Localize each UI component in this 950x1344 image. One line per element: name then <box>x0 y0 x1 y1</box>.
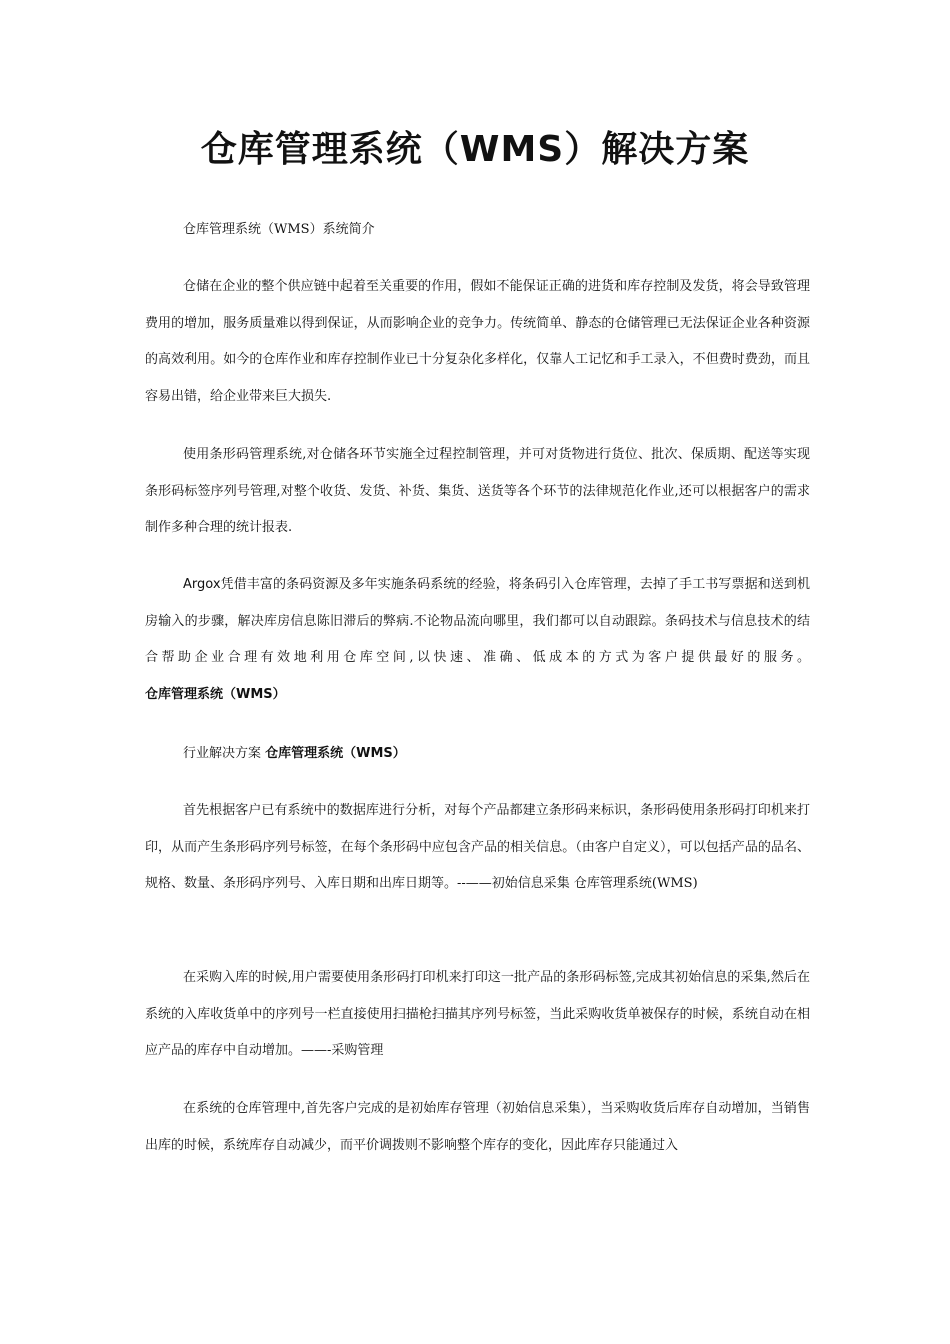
paragraph-2: 使用条形码管理系统,对仓储各环节实施全过程控制管理，并可对货物进行货位、批次、保质期、配送等实现条形码标签序列号管理,对整个收货、发货、补货、集货、送货等各个环节的法律规范化作业,还可以根据客户的需求制作多种合理的统计报表. <box>145 447 810 535</box>
paragraph-6: 在系统的仓库管理中,首先客户完成的是初始库存管理（初始信息采集），当采购收货后库存自动增加，当销售出库的时候，系统库存自动减少，而平价调拨则不影响整个库存的变化，因此库存只能通过入 <box>145 1101 810 1153</box>
paragraph-5: 在采购入库的时候,用户需要使用条形码打印机来打印这一批产品的条形码标签,完成其初始信息的采集,然后在系统的入库收货单中的序列号一栏直接使用扫描枪扫描其序列号标签，当此采购收货单被保存的时候，系统自动在相应产品的库存中自动增加。——-采购管理 <box>145 970 810 1058</box>
industry-heading-bold: 仓库管理系统（WMS） <box>265 746 406 761</box>
paragraph-1: 仓储在企业的整个供应链中起着至关重要的作用，假如不能保证正确的进货和库存控制及发货，将会导致管理费用的增加，服务质量难以得到保证，从而影响企业的竞争力。传统简单、静态的仓储管理已无法保证企业各种资源的高效利用。如今的仓库作业和库存控制作业已十分复杂化多样化，仅靠人工记忆和手工录入，不但费时费劲，而且容易出错，给企业带来巨大损失. <box>145 279 810 404</box>
paragraph-3-body: 凭借丰富的条码资源及多年实施条码系统的经验，将条码引入仓库管理，去掉了手工书写票据和送到机房输入的步骤，解决库房信息陈旧滞后的弊病.不论物品流向哪里，我们都可以自动跟踪。条码技术与信息技术的结合帮助企业合理有效地利用仓库空间,以快速、准确、低成本的方式为客户提供最好的服务。 <box>145 577 810 665</box>
industry-heading <box>145 736 810 773</box>
brand-name: Argox <box>183 577 221 592</box>
document-title: 仓库管理系统（WMS）解决方案 <box>200 129 750 170</box>
industry-heading-prefix: 行业解决方案 <box>183 746 262 761</box>
paragraph-3-bold-tail: 仓库管理系统（WMS） <box>145 686 286 702</box>
intro-heading: 仓库管理系统（WMS）系统简介 <box>183 222 375 237</box>
paragraph-3 <box>145 567 810 713</box>
paragraph-4: 首先根据客户已有系统中的数据库进行分析，对每个产品都建立条形码来标识，条形码使用条形码打印机来打印，从而产生条形码序列号标签，在每个条形码中应包含产品的相关信息。（由客户自定义），可以包括产品的品名、规格、数量、条形码序列号、入库日期和出库日期等。--——初始信息采集 仓库管理系统(WMS) <box>145 803 810 891</box>
